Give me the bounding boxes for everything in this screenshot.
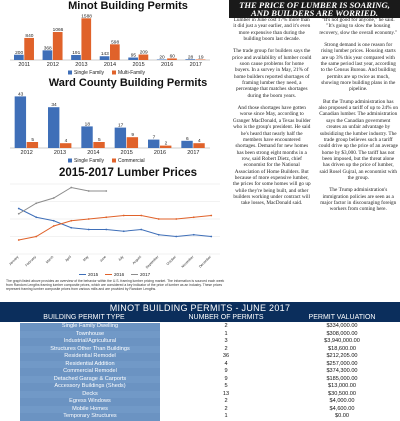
- permit-count-cell: 2: [168, 406, 284, 414]
- x-tick-label: 2013: [75, 62, 87, 68]
- data-label: 95: [131, 53, 137, 59]
- bar: [110, 44, 120, 60]
- data-label: 9: [131, 132, 134, 138]
- data-point: [175, 236, 177, 238]
- legend-label: 2017: [140, 272, 151, 277]
- table-rows: [0, 323, 400, 421]
- table-row: [0, 413, 400, 421]
- bar: [24, 38, 34, 60]
- table-row: [0, 391, 400, 399]
- x-tick-label: 2015: [121, 150, 133, 156]
- article-paragraph: The Trump administration's immigration policies are seen as a major factor in discouraging foreign workers from coming here.: [319, 187, 399, 212]
- data-point: [18, 239, 20, 241]
- data-label: 20: [159, 54, 165, 60]
- x-tick-label: 2017: [190, 62, 202, 68]
- data-point: [53, 220, 55, 222]
- permit-valuation-cell: $4,600.00: [284, 406, 400, 414]
- data-point: [53, 197, 55, 199]
- data-point: [123, 230, 125, 232]
- bar: [127, 137, 138, 148]
- article-paragraph: "It's not good for anyone," he said. "It's going to slow the housing recovery, slow the overall economy.": [319, 17, 399, 36]
- data-label: 4: [198, 138, 201, 144]
- legend-label: Single Family: [74, 70, 105, 76]
- lumber-prices-chart: [0, 180, 230, 278]
- table-row: [0, 331, 400, 339]
- permit-valuation-cell: $3,940,000.00: [284, 338, 400, 346]
- bar: [148, 140, 159, 148]
- data-label: 34: [51, 102, 57, 108]
- permit-type-cell: Accessory Buildings (Sheds): [20, 383, 160, 391]
- permit-valuation-cell: $334,000.00: [284, 323, 400, 331]
- permits-table: [0, 302, 400, 400]
- permit-count-cell: 2: [168, 346, 284, 354]
- permit-count-cell: 1: [168, 413, 284, 421]
- data-point: [88, 218, 90, 220]
- permit-count-cell: 9: [168, 376, 284, 384]
- chart-title-ward: Ward County Building Permits: [28, 77, 228, 89]
- data-point: [158, 234, 160, 236]
- x-tick-label: 2015: [132, 62, 144, 68]
- permit-valuation-cell: $13,000.00: [284, 383, 400, 391]
- x-tick-label: 2016: [161, 62, 173, 68]
- permit-type-cell: Commercial Remodel: [20, 368, 160, 376]
- legend-swatch: [68, 159, 72, 163]
- permit-type-cell: Structures Other Than Buildings: [20, 346, 160, 354]
- data-point: [175, 218, 177, 220]
- table-row: [0, 338, 400, 346]
- bar: [115, 128, 126, 148]
- data-label: 2: [165, 141, 168, 147]
- permit-valuation-cell: $257,000.00: [284, 361, 400, 369]
- permit-type-cell: Single Family Dwelling: [20, 323, 160, 331]
- permit-count-cell: 2: [168, 398, 284, 406]
- legend-swatch: [112, 159, 116, 163]
- legend-label: Single Family: [74, 158, 105, 164]
- data-point: [105, 190, 107, 192]
- data-label: 18: [85, 121, 91, 127]
- data-label: 7: [153, 135, 156, 141]
- legend-label: Multi-Family: [118, 70, 145, 76]
- permit-count-cell: 13: [168, 391, 284, 399]
- data-point: [158, 218, 160, 220]
- data-label: 200: [15, 50, 23, 56]
- x-tick-label: February: [25, 255, 38, 268]
- data-label: 368: [44, 45, 52, 51]
- x-tick-label: March: [45, 255, 55, 265]
- table-header: [0, 314, 400, 322]
- data-label: 840: [25, 33, 33, 39]
- legend-label: 2016: [114, 272, 125, 277]
- table-row: [0, 368, 400, 376]
- data-point: [53, 225, 55, 227]
- article-paragraph: The trade group for builders says the price and availability of lumber could soon cause problems for home buyers. In a survey in May, 21% of home builders reported shortages of framing lumber they need, a percentage that matches shortages during the boom years.: [232, 48, 312, 99]
- data-point: [70, 227, 72, 229]
- data-point: [210, 215, 212, 217]
- x-tick-label: September: [145, 254, 160, 269]
- data-point: [88, 190, 90, 192]
- permit-type-cell: Mobile Homes: [20, 406, 160, 414]
- permit-type-cell: Decks: [20, 391, 160, 399]
- data-point: [70, 187, 72, 189]
- header-valuation: PERMIT VALUATION: [284, 314, 400, 322]
- data-label: 143: [101, 51, 109, 57]
- x-tick-label: 2013: [54, 150, 66, 156]
- x-tick-label: January: [8, 255, 20, 267]
- data-point: [193, 216, 195, 218]
- permit-type-cell: Egress Windows: [20, 398, 160, 406]
- chart-title-minot: Minot Building Permits: [28, 0, 228, 12]
- permit-valuation-cell: $185,000.00: [284, 376, 400, 384]
- permit-count-cell: 1: [168, 331, 284, 339]
- x-tick-label: October: [166, 254, 178, 266]
- bar: [81, 126, 92, 148]
- legend-swatch: [68, 71, 72, 75]
- bar: [181, 141, 192, 148]
- x-tick-label: 2012: [47, 62, 59, 68]
- permit-count-cell: 36: [168, 353, 284, 361]
- permit-type-cell: Industrial/Agricultural: [20, 338, 160, 346]
- table-row: [0, 346, 400, 354]
- x-tick-label: November: [181, 254, 196, 269]
- data-label: 28: [188, 54, 194, 60]
- data-label: 1066: [53, 27, 64, 33]
- table-row: [0, 353, 400, 361]
- chart-title-lumber: 2015-2017 Lumber Prices: [38, 167, 218, 179]
- data-label: 60: [170, 53, 176, 59]
- data-label: 209: [140, 50, 148, 56]
- permit-type-cell: Residential Addition: [20, 361, 160, 369]
- data-point: [140, 229, 142, 231]
- data-point: [88, 229, 90, 231]
- data-label: 1588: [81, 13, 92, 19]
- table-row: [0, 406, 400, 414]
- article-paragraph: But the Trump administration has also proposed a tariff of up to 24% on Canadian lumber. The administration says the Canadian government creates an unfair advantage by subsidizing the lumber industry. The trade group believes such a tariff could drive up the price of an average home by $3,000. The tariff has not been imposed, but the threat alone has driven up the price of lumber, said Rosel Gujral, an economist with the group.: [319, 99, 399, 181]
- x-tick-label: July: [117, 255, 124, 262]
- header-type: BUILDING PERMIT TYPE: [0, 314, 168, 322]
- data-point: [35, 202, 37, 204]
- data-point: [70, 220, 72, 222]
- x-tick-label: May: [82, 255, 90, 263]
- series-line: [19, 209, 212, 237]
- header-count: NUMBER OF PERMITS: [168, 314, 284, 322]
- data-label: 191: [72, 50, 80, 56]
- data-label: 6: [186, 136, 189, 142]
- data-label: 598: [111, 39, 119, 45]
- data-point: [35, 216, 37, 218]
- permit-type-cell: Residential Remodel: [20, 353, 160, 361]
- permit-valuation-cell: $4,000.00: [284, 398, 400, 406]
- data-point: [18, 213, 20, 215]
- article-paragraph: Strong demand is one reason for rising lumber prices. Housing starts are up 3% this year compared with the same period last year, according to the Census Bureau. And building permits are up twice as much, showing more building plans in the pipeline.: [319, 42, 399, 93]
- data-label: 4: [65, 138, 68, 144]
- table-row: [0, 398, 400, 406]
- table-title: MINOT BUILDING PERMITS - JUNE 2017: [0, 302, 400, 314]
- data-point: [105, 216, 107, 218]
- data-label: 17: [118, 123, 124, 129]
- permit-valuation-cell: $18,600.00: [284, 346, 400, 354]
- permit-type-cell: Detached Garage & Carports: [20, 376, 160, 384]
- bar: [81, 18, 91, 60]
- bar: [48, 107, 59, 148]
- permit-valuation-cell: $374,300.00: [284, 368, 400, 376]
- legend-swatch: [112, 71, 116, 75]
- permit-count-cell: 5: [168, 383, 284, 391]
- chart-caption: The graph listed above provides an overview of the behavior within the U.S. framing lumber pricing market. The information is sourced each week from Random Lengths framing lumber composite prices, which are considered a key indicator of the price of lumber as an industry. These prices represent framing lumber composite prices from various mills and are provided by Random Lengths.: [6, 279, 228, 291]
- bar: [15, 96, 26, 148]
- article-paragraph: And those shortages have gotten worse since May, according to Granger MacDonald, a Texas builder who is the group's president. He said he's heard that nearly half the members have encountered shortages. Demand for new homes has been strong eight months in a row, said Robert Dietz, chief economist for the National Association of Home Builders. But because of more expensive lumber, the prices for some homes will go up while they're being built, and other builders working under contract will take losses, MacDonald said.: [232, 105, 312, 207]
- article-body: [232, 17, 398, 301]
- x-tick-label: August: [132, 255, 142, 265]
- table-row: [0, 376, 400, 384]
- permit-count-cell: 3: [168, 338, 284, 346]
- data-point: [35, 236, 37, 238]
- data-point: [210, 236, 212, 238]
- x-tick-label: June: [99, 255, 107, 263]
- x-tick-label: 2017: [187, 150, 199, 156]
- data-point: [123, 215, 125, 217]
- table-row: [0, 361, 400, 369]
- table-row: [0, 323, 400, 331]
- permit-type-cell: Townhouse: [20, 331, 160, 339]
- bar: [53, 32, 63, 60]
- legend-label: Commercial: [118, 158, 145, 164]
- x-tick-label: 2014: [104, 62, 116, 68]
- permit-count-cell: 2: [168, 323, 284, 331]
- x-tick-label: April: [64, 255, 72, 263]
- permit-valuation-cell: $0.00: [284, 413, 400, 421]
- permit-type-cell: Temporary Structures: [20, 413, 160, 421]
- x-tick-label: 2012: [21, 150, 33, 156]
- legend-label: 2015: [88, 272, 99, 277]
- data-label: 5: [31, 137, 34, 143]
- data-label: 43: [18, 91, 24, 97]
- permit-count-cell: 4: [168, 361, 284, 369]
- data-label: 5: [98, 137, 101, 143]
- x-tick-label: December: [198, 254, 213, 269]
- data-point: [193, 234, 195, 236]
- minot-permits-chart: [0, 12, 230, 76]
- x-tick-label: 2011: [18, 62, 30, 68]
- data-label: 19: [198, 55, 204, 61]
- ward-permits-chart: [0, 88, 230, 164]
- permit-count-cell: 9: [168, 368, 284, 376]
- series-line: [19, 188, 107, 214]
- x-tick-label: 2014: [87, 150, 99, 156]
- data-point: [140, 215, 142, 217]
- bar: [43, 50, 53, 60]
- article-headline: THE PRICE OF LUMBER IS SOARING, AND BUILDERS ARE WORRIED.: [229, 0, 400, 18]
- article-paragraph: Lumber in June cost 17% more than it did just a year earlier, and it's even more expensive than during the building boom last decade.: [232, 17, 312, 42]
- permit-valuation-cell: $308,000.00: [284, 331, 400, 339]
- permit-valuation-cell: $30,500.00: [284, 391, 400, 399]
- data-point: [18, 208, 20, 210]
- data-point: [105, 229, 107, 231]
- permit-valuation-cell: $212,205.00: [284, 353, 400, 361]
- table-row: [0, 383, 400, 391]
- x-tick-label: 2016: [154, 150, 166, 156]
